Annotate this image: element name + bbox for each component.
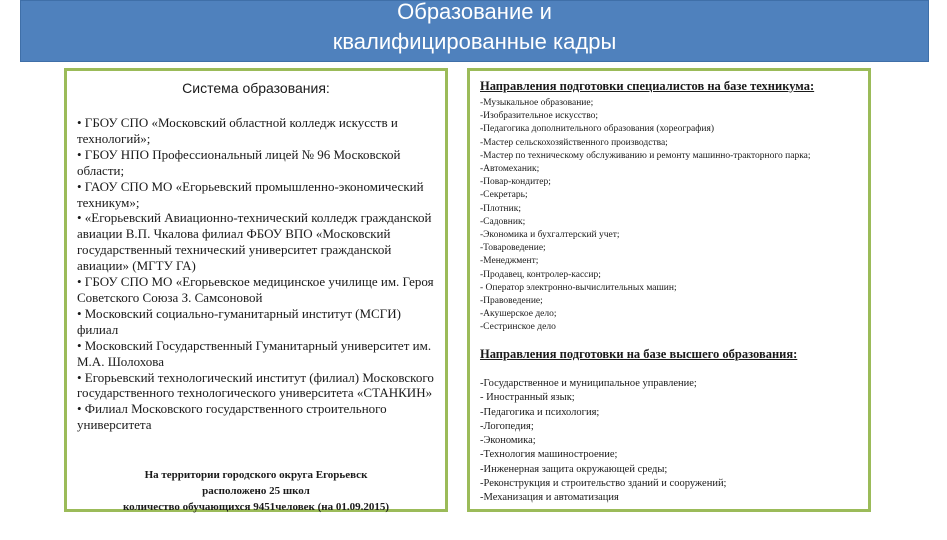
direction-item: -Акушерское дело;	[480, 309, 557, 320]
direction-item: - Оператор электронно-вычислительных машин;	[480, 282, 677, 293]
education-system-panel	[64, 68, 448, 512]
institution-item: • Филиал Московского государственного строительного университета	[77, 401, 387, 433]
direction-item: -Изобразительное искусство;	[480, 111, 599, 122]
direction-item: -Экономика;	[480, 435, 536, 447]
direction-item: -Механизация и автоматизация	[480, 492, 619, 504]
direction-item: -Товароведение;	[480, 243, 546, 254]
title-banner	[20, 0, 929, 62]
higher-education-directions-heading: Направления подготовки на базе высшего образования:	[480, 347, 798, 361]
direction-item: -Секретарь;	[480, 190, 528, 201]
direction-item: -Технология машиностроение;	[480, 449, 618, 461]
summary-line-3: количество обучающихся 9451человек (на 01.09.2015)	[122, 501, 390, 513]
direction-item: -Автомеханик;	[480, 164, 540, 175]
institution-item: • ГАОУ СПО МО «Егорьевский промышленно-экономический техникум»;	[77, 178, 424, 210]
direction-item: -Инженерная защита окружающей среды;	[480, 463, 668, 475]
direction-item: -Государственное и муниципальное управление;	[480, 378, 697, 389]
direction-item: -Сестринское дело	[480, 322, 556, 333]
direction-item: -Педагогика дополнительного образования (хореография)	[480, 124, 715, 135]
summary-line-2: расположено 25 школ	[202, 485, 310, 497]
technical-school-directions-list	[480, 97, 870, 335]
institution-item: • ГБОУ НПО Профессиональный лицей № 96 Московской области;	[77, 146, 401, 178]
direction-item: -Мастер по техническому обслуживанию и ремонту машинно-тракторного парка;	[480, 150, 811, 161]
direction-item: -Менеджмент;	[480, 256, 539, 267]
page-title	[21, 0, 928, 57]
direction-item: - Иностранный язык;	[480, 392, 575, 404]
direction-item: -Правоведение;	[480, 296, 543, 307]
direction-item: -Педагогика и психология;	[480, 406, 600, 418]
institution-item: • ГБОУ СПО «Московский областной колледж искусств и технологий»;	[77, 115, 398, 146]
direction-item: -Повар-кондитер;	[480, 177, 551, 188]
title-line-2: квалифицированные кадры	[332, 29, 617, 54]
institutions-list	[77, 115, 443, 433]
title-line-1: Образование и	[397, 0, 552, 24]
direction-item: -Плотник;	[480, 203, 521, 214]
institution-item: • Московский Государственный Гуманитарный университет им. М.А. Шолохова	[77, 337, 432, 369]
education-system-heading: Система образования:	[182, 80, 330, 96]
institution-item: • Егорьевский технологический институт (филиал) Московского государственного технологического университета «СТАНКИН»	[77, 369, 434, 401]
technical-school-directions-heading: Направления подготовки специалистов на базе техникума:	[480, 79, 815, 93]
institution-item: • «Егорьевский Авиационно-технический колледж гражданской авиации В.П. Чкалова филиал ФБОУ ВПО «Московский государственный технический университет гражданской авиации» (МГТУ ГА)	[77, 210, 432, 274]
direction-item: -Экономика и бухгалтерский учет;	[480, 230, 620, 241]
training-directions-panel	[467, 68, 871, 512]
direction-item: -Логопедия;	[480, 420, 534, 432]
direction-item: -Садовник;	[480, 216, 526, 227]
direction-item: -Продавец, контролер-кассир;	[480, 269, 601, 280]
summary-line-1: На территории городского округа Егорьевск	[144, 469, 368, 481]
direction-item: -Реконструкция и строительство зданий и сооружений;	[480, 478, 727, 490]
institution-item: • Московский социально-гуманитарный институт (МСГИ) филиал	[77, 305, 401, 337]
higher-education-directions-list	[480, 377, 870, 506]
schools-summary	[67, 467, 445, 515]
direction-item: -Мастер сельскохозяйственного производства;	[480, 137, 668, 148]
institution-item: • ГБОУ СПО МО «Егорьевское медицинское училище им. Героя Советского Союза З. Самсоновой	[77, 274, 434, 305]
direction-item: -Музыкальное образование;	[480, 98, 594, 108]
